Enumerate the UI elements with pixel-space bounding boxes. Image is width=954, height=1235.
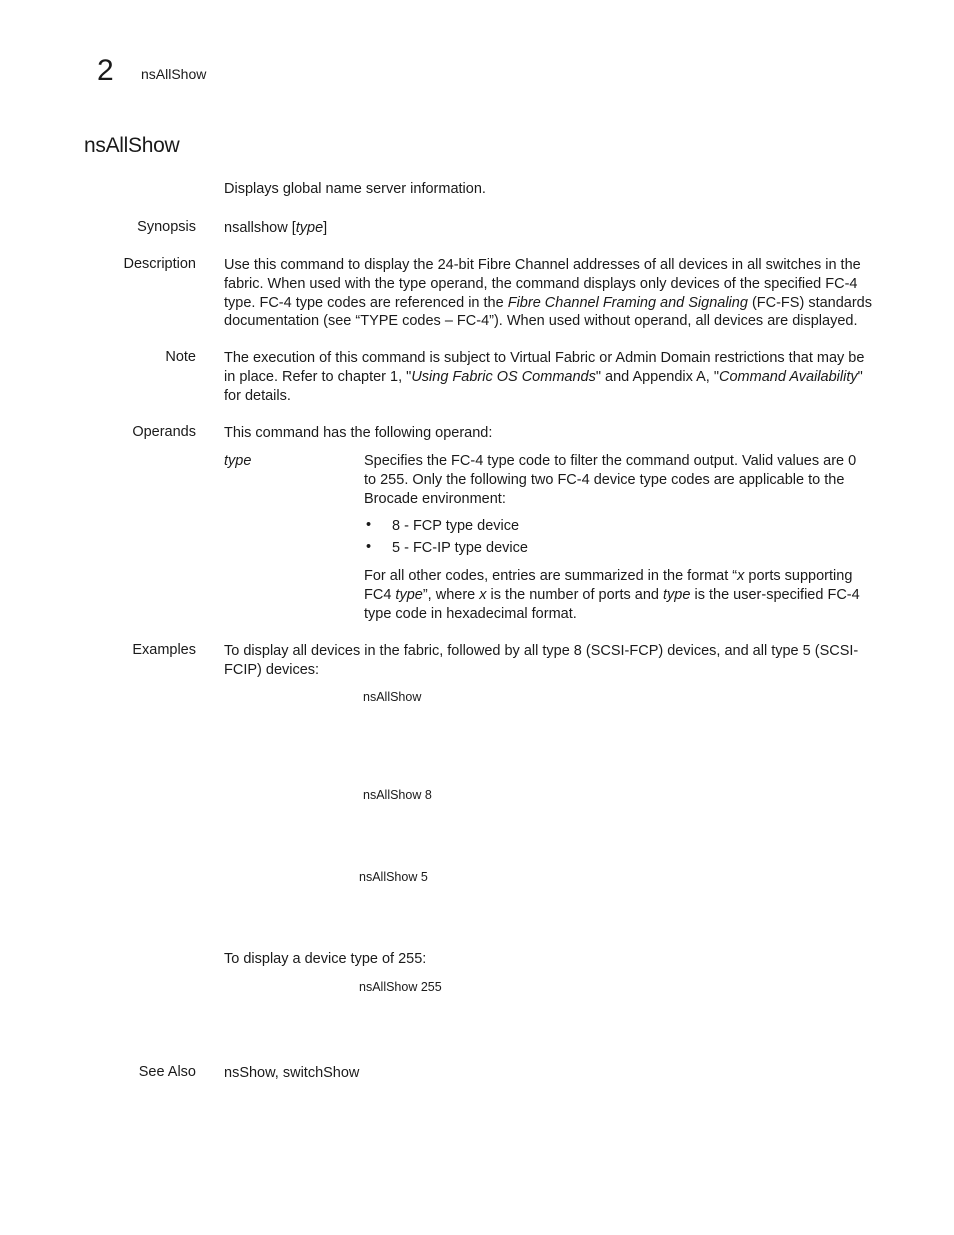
operand-other-codes — [364, 567, 872, 623]
operand-description: Specifies the FC-4 type code to filter the command output. Valid values are 0 to 255. Only the following two FC-4 device type codes are applicable to the Brocade environment: — [364, 453, 857, 507]
synopsis-arg: type — [295, 220, 324, 236]
bullet-item: 8 - FCP type device — [392, 518, 520, 534]
example-command: nsAllShow — [363, 690, 422, 704]
operands-intro: This command has the following operand: — [224, 425, 493, 441]
operand-name-text: type — [224, 453, 252, 469]
note-label: Note — [165, 349, 196, 365]
bullet-icon: • — [366, 539, 372, 555]
other-emphasis: x — [479, 586, 487, 603]
description-label: Description — [123, 256, 196, 272]
summary-text: Displays global name server information. — [224, 181, 486, 197]
running-header: nsAllShow — [141, 66, 207, 82]
examples-intro-2: To display a device type of 255: — [224, 951, 427, 967]
synopsis-bracket-close: ] — [323, 220, 328, 236]
other-part: ports supporting FC4 — [364, 568, 853, 603]
other-emphasis: x — [737, 568, 745, 584]
other-part: For all other codes, entries are summarized in the format “ — [364, 568, 738, 584]
bullet-item: 5 - FC-IP type device — [392, 540, 528, 556]
synopsis-text — [224, 219, 872, 238]
synopsis-command: nsallshow — [224, 220, 288, 236]
chapter-number: 2 — [97, 54, 114, 87]
note-text — [224, 349, 872, 405]
note-emphasis: Using Fabric OS Commands — [411, 368, 596, 385]
description-part: Use this command to display the 24-bit Fibre Channel addresses of all devices in all switches in the fabric. When used with the type operand, the command displays only devices of the specified FC-4 type. FC-4 type codes are referenced in the — [224, 257, 861, 311]
example-command: nsAllShow 255 — [359, 980, 442, 994]
note-part: " and Appendix A, " — [595, 368, 720, 385]
synopsis-bracket-open: [ — [287, 220, 296, 236]
other-part: ”, where — [422, 586, 480, 603]
example-command: nsAllShow 8 — [363, 788, 432, 802]
examples-label: Examples — [132, 642, 196, 658]
other-part: is the number of ports and — [486, 586, 664, 603]
note-emphasis: Command Availability — [719, 368, 858, 385]
examples-intro: To display all devices in the fabric, followed by all type 8 (SCSI-FCP) devices, and all type 5 (SCSI-FCIP) devices: — [224, 643, 859, 678]
synopsis-label: Synopsis — [137, 219, 196, 235]
description-part: (FC-FS) standards documentation (see “TYPE codes – FC-4”). When used without operand, all devices are displayed. — [224, 294, 873, 330]
other-part: is the user-specified FC-4 type code in hexadecimal format. — [364, 586, 860, 622]
note-part: " for details. — [224, 368, 863, 404]
page-title: nsAllShow — [84, 134, 180, 157]
description-text — [224, 256, 872, 331]
note-part: The execution of this command is subject to Virtual Fabric or Admin Domain restrictions that may be in place. Refer to chapter 1, " — [224, 350, 865, 385]
example-command: nsAllShow 5 — [359, 870, 428, 884]
operand-name — [224, 452, 344, 471]
operands-label: Operands — [132, 424, 196, 440]
see-also-links[interactable]: nsShow, switchShow — [224, 1065, 360, 1081]
other-emphasis: type — [663, 586, 691, 603]
see-also-label: See Also — [138, 1064, 196, 1080]
bullet-icon: • — [366, 517, 372, 533]
other-emphasis: type — [395, 586, 423, 603]
description-emphasis: Fibre Channel Framing and Signaling — [507, 294, 748, 311]
